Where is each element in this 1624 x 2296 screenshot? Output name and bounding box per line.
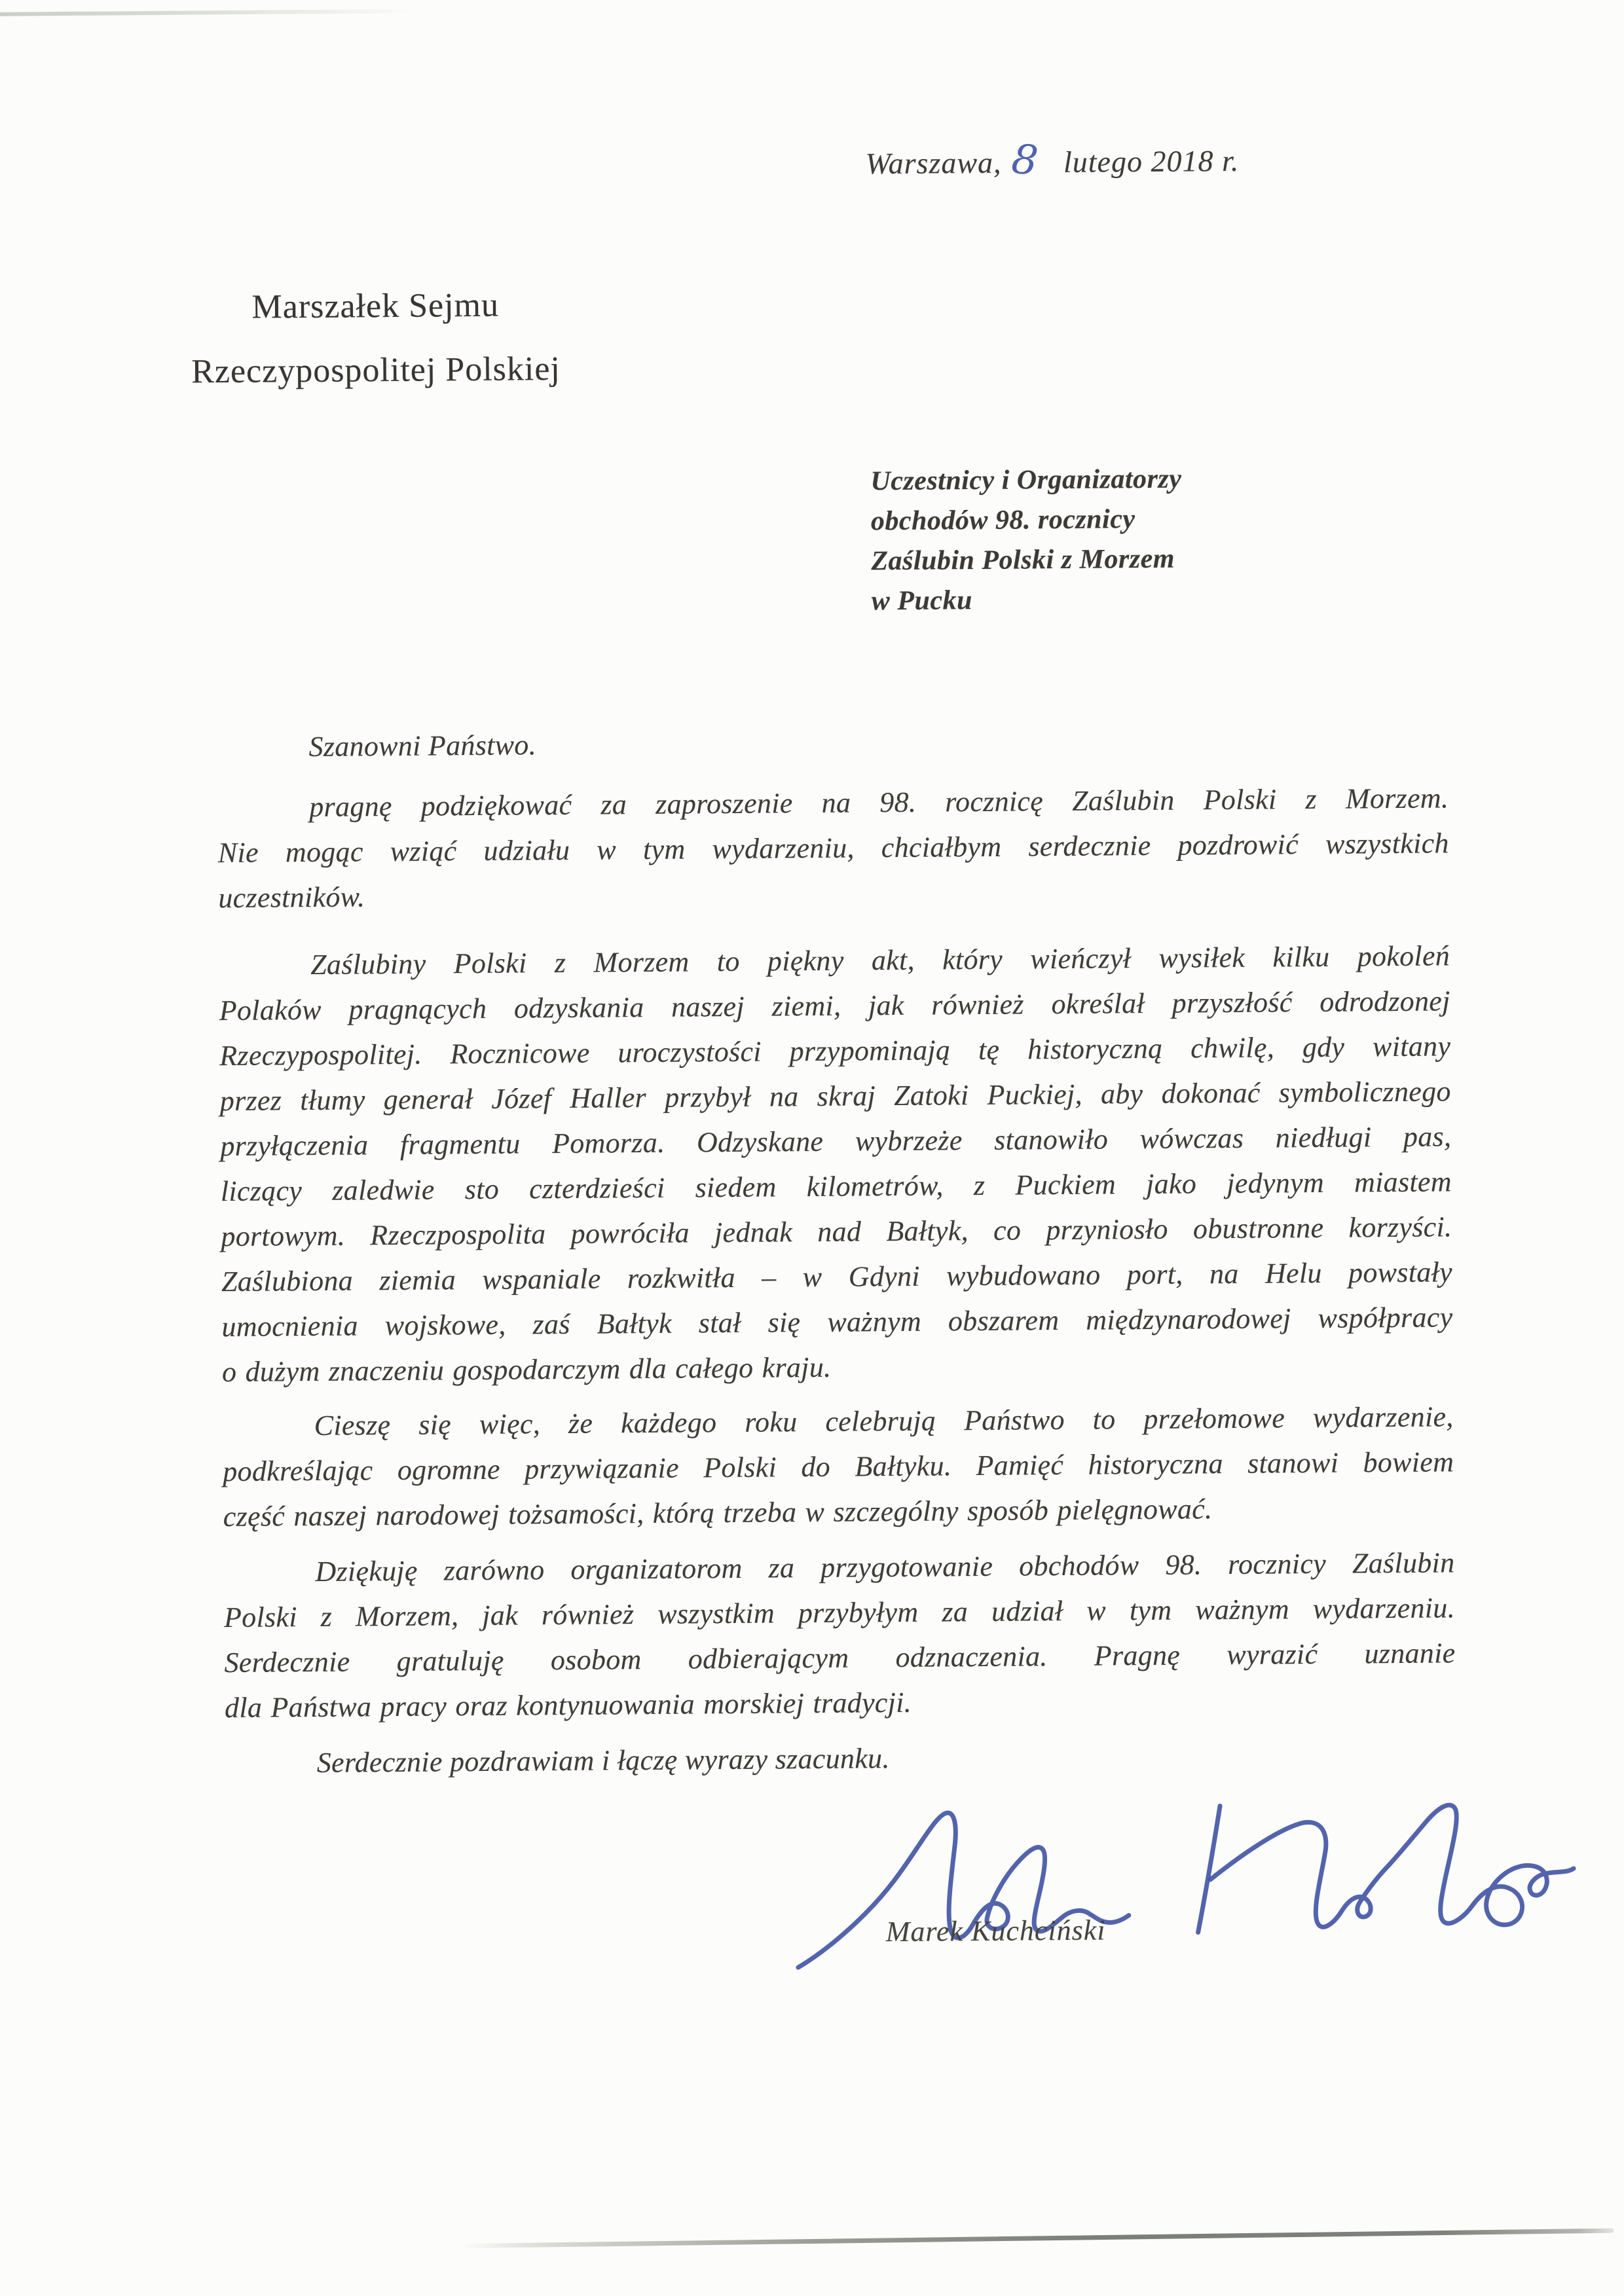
body-line: Dziękuję zarówno organizatorom za przygotowanie obchodów 98. rocznicy Zaślubin xyxy=(315,1546,1455,1588)
signature-ink xyxy=(758,1776,1581,1977)
paragraph xyxy=(217,775,1450,920)
body-line: Zaślubiny Polski z Morzem to piękny akt, który wieńczył wysiłek kilku pokoleń xyxy=(310,939,1450,981)
body-line: liczący zaledwie sto czterdzieści siedem kilometrów, z Puckiem jako jedynym miastem xyxy=(220,1165,1452,1208)
body-line: Serdecznie gratuluję osobom odbierającym odznaczenia. Pragnę wyrazić uznanie xyxy=(224,1637,1456,1679)
addressee-line: Uczestnicy i Organizatorzy xyxy=(870,464,1182,497)
scan-artifact-bottom-line xyxy=(461,2229,1614,2249)
body-line: podkreślając ogromne przywiązanie Polski do Bałtyku. Pamięć historyczna stanowi bowiem xyxy=(223,1446,1454,1488)
addressee-block xyxy=(870,460,1183,622)
date-line xyxy=(865,134,1240,185)
date-city: Warszawa, xyxy=(865,145,1002,181)
body-line: dla Państwa pracy oraz kontynuowania morskiej tradycji. xyxy=(224,1686,912,1724)
body-line: portowym. Rzeczpospolita powróciła jednak nad Bałtyk, co przyniosło obustronne korzyści. xyxy=(221,1211,1452,1253)
addressee-line: w Pucku xyxy=(871,585,973,617)
paragraph xyxy=(222,1394,1454,1539)
handwritten-day: 8 xyxy=(1009,134,1041,185)
closing-line: Serdecznie pozdrawiam i łączę wyrazy szacunku. xyxy=(316,1742,890,1779)
body-line: Cieszę się więc, że każdego roku celebrują Państwo to przełomowe wydarzenie, xyxy=(314,1400,1454,1442)
body-line: Rzeczypospolitej. Rocznicowe uroczystości przypominają tę historyczną chwilę, gdy witany xyxy=(219,1030,1451,1072)
paragraph xyxy=(219,933,1453,1394)
body-line: Polaków pragnących odzyskania naszej ziemi, jak również określał przyszłość odrodzonej xyxy=(219,985,1450,1027)
body-line: przez tłumy generał Józef Haller przybył na skraj Zatoki Puckiej, aby dokonać symbolicznego xyxy=(219,1075,1451,1118)
body-line: umocnienia wojskowe, zaś Bałtyk stał się ważnym obszarem międzynarodowej współpracy xyxy=(221,1301,1453,1343)
date-rest: lutego 2018 r. xyxy=(1063,143,1240,179)
signature-name: Marek Kuchciński xyxy=(885,1914,1106,1948)
body-line: część naszej narodowej tożsamości, którą trzeba w szczególny sposób pielęgnować. xyxy=(223,1493,1213,1533)
body-line: Zaślubiona ziemia wspaniale rozkwitła – w Gdyni wybudowano port, na Helu powstały xyxy=(221,1256,1453,1298)
body-line: przyłączenia fragmentu Pomorza. Odzyskane wybrzeże stanowiło wówczas niedługi pas, xyxy=(220,1120,1452,1163)
body-line: pragnę podziękować za zaproszenie na 98. rocznicę Zaślubin Polski z Morzem. xyxy=(309,782,1449,824)
addressee-line: obchodów 98. rocznicy xyxy=(870,504,1135,537)
letterhead-line-1: Marszałek Sejmu xyxy=(251,286,500,326)
body-line: Polski z Morzem, jak również wszystkim przybyłym za udział w tym ważnym wydarzeniu. xyxy=(223,1592,1456,1634)
letterhead-line-2: Rzeczypospolitej Polskiej xyxy=(191,350,561,391)
body-line: Nie mogąc wziąć udziału w tym wydarzeniu, chciałbym serdecznie pozdrowić wszystkich xyxy=(217,827,1449,869)
paragraph xyxy=(223,1540,1456,1730)
body-line: o dużym znaczeniu gospodarczym dla całego kraju. xyxy=(221,1351,832,1389)
body-line: uczestników. xyxy=(218,881,365,915)
salutation: Szanowni Państwo. xyxy=(308,729,537,763)
scan-artifact-top-line xyxy=(0,9,415,16)
addressee-line: Zaślubin Polski z Morzem xyxy=(871,543,1175,577)
letterhead xyxy=(146,272,606,404)
letter-body xyxy=(217,775,1456,1786)
